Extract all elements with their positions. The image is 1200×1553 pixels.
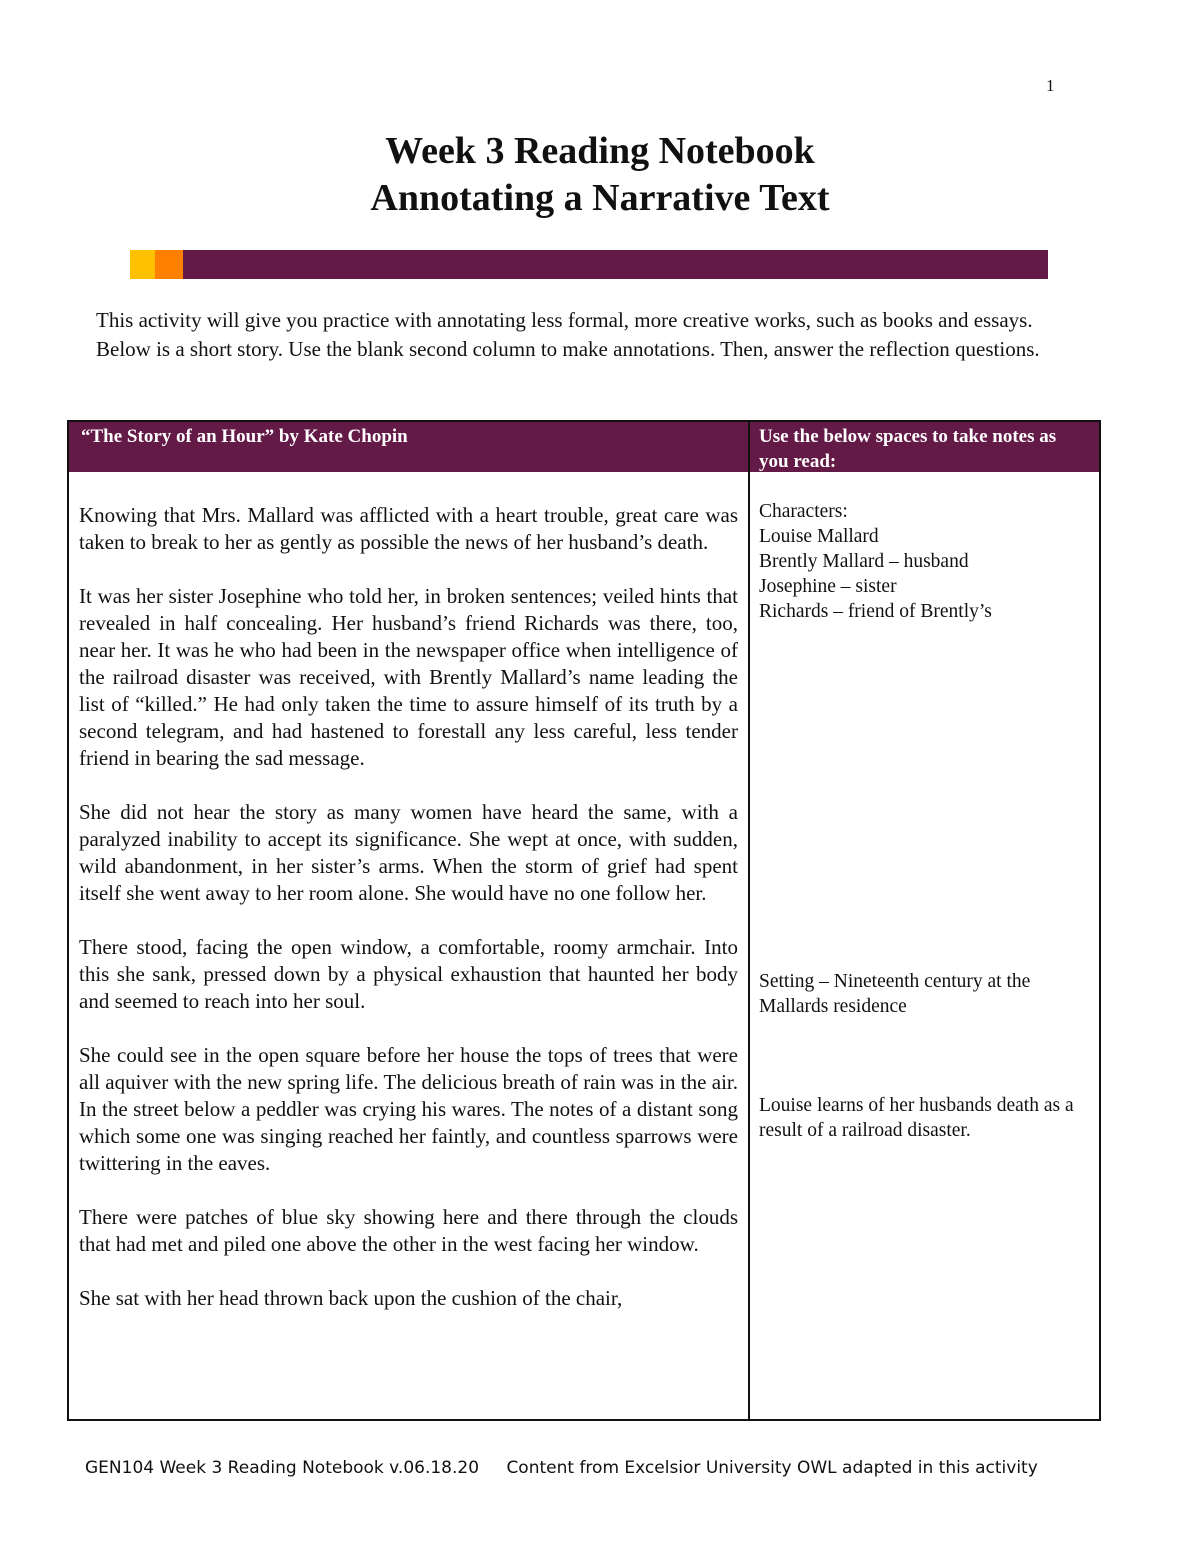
page-number: 1	[1046, 76, 1055, 95]
story-text-column	[79, 502, 738, 1339]
note-line: Josephine – sister	[759, 576, 897, 597]
table-header	[69, 422, 1099, 472]
annotation-table	[67, 420, 1101, 1421]
bar-purple-segment	[183, 250, 1048, 279]
bar-orange-segment	[155, 250, 183, 279]
notes-characters	[759, 499, 1089, 624]
footer-attribution: Content from Excelsior University OWL adapted in this activity	[506, 1458, 1038, 1478]
story-paragraph: There stood, facing the open window, a comfortable, roomy armchair. Into this she sank, pressed down by a physical exhaustion that haunted her body and seemed to reach into her soul.	[79, 935, 738, 1013]
note-line: Richards – friend of Brently’s	[759, 601, 992, 622]
story-paragraph: Knowing that Mrs. Mallard was afflicted with a heart trouble, great care was taken to break to her as gently as possible the news of her husband’s death.	[79, 503, 738, 554]
note-line: Louise Mallard	[759, 526, 879, 547]
notes-event: Louise learns of her husbands death as a result of a railroad disaster.	[759, 1095, 1074, 1141]
header-story-title: “The Story of an Hour” by Kate Chopin	[81, 426, 408, 447]
footer-document-id: GEN104 Week 3 Reading Notebook v.06.18.20	[85, 1458, 480, 1478]
story-paragraph: It was her sister Josephine who told her, in broken sentences; veiled hints that revealed in half concealing. Her husband’s friend Richards was there, too, near her. It was he who had been in the newspaper office when intelligence of the railroad disaster was received, with Brently Mallard’s name leading the list of “killed.” He had only taken the time to assure himself of its truth by a second telegram, and had hastened to forestall any less careful, less tender friend in bearing the sad message.	[79, 584, 738, 770]
note-line: Characters:	[759, 501, 848, 522]
story-paragraph: There were patches of blue sky showing here and there through the clouds that had met and piled one above the other in the west facing her window.	[79, 1205, 738, 1256]
page-title	[0, 128, 1200, 222]
intro-paragraph: This activity will give you practice with annotating less formal, more creative works, such as books and essays. Below is a short story. Use the blank second column to make annotations. Then, answer the reflection questions.	[96, 308, 1040, 361]
note-line: Brently Mallard – husband	[759, 551, 969, 572]
story-paragraph: She could see in the open square before her house the tops of trees that were all aquiver with the new spring life. The delicious breath of rain was in the air. In the street below a peddler was crying his wares. The notes of a distant song which some one was singing reached her faintly, and countless sparrows were twittering in the eaves.	[79, 1043, 738, 1175]
story-paragraph: She did not hear the story as many women have heard the same, with a paralyzed inability to accept its significance. She wept at once, with sudden, wild abandonment, in her sister’s arms. When the storm of grief had spent itself she went away to her room alone. She would have no one follow her.	[79, 800, 738, 905]
title-line-2: Annotating a Narrative Text	[370, 177, 830, 219]
header-notes-instruction: Use the below spaces to take notes as you read:	[759, 426, 1057, 472]
title-line-1: Week 3 Reading Notebook	[385, 130, 815, 172]
decorative-bar	[130, 250, 1048, 279]
page-footer	[85, 1458, 1038, 1478]
column-divider	[748, 422, 750, 1419]
story-paragraph: She sat with her head thrown back upon the cushion of the chair,	[79, 1286, 623, 1310]
notes-setting: Setting – Nineteenth century at the Mallards residence	[759, 971, 1031, 1017]
bar-yellow-segment	[130, 250, 155, 279]
